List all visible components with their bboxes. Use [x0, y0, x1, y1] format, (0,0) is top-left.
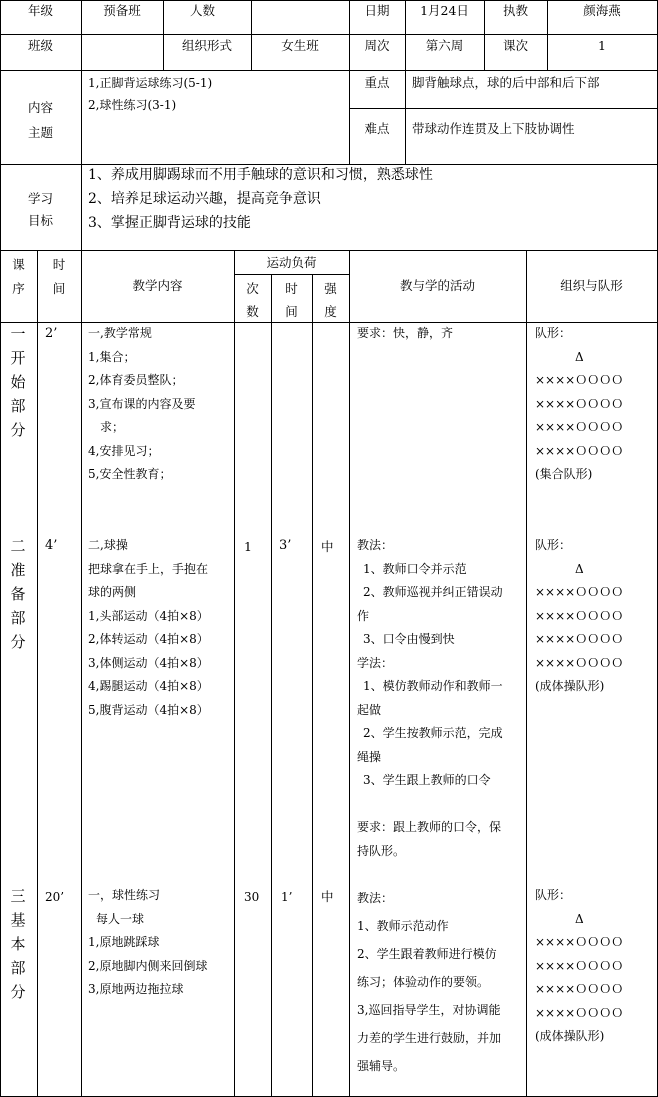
section-content: 一,教学常规 1,集合； 2,体育委员整队； 3,宣布课的内容及要 求； 4,安排见习； 5,安全性教育；: [88, 326, 196, 481]
col-seq-header: 课 序: [12, 257, 25, 296]
lesson-label: 课次: [502, 38, 528, 53]
teacher-value: 颜海燕: [583, 3, 621, 18]
org-label: 组织形式: [181, 38, 232, 53]
col-divider: [312, 274, 313, 1097]
lesson-value: 1: [598, 38, 606, 53]
section-formation: 队形： Δ ××××ＯＯＯＯ ××××ＯＯＯＯ ××××ＯＯＯＯ ××××ＯＯＯＯ (成体操队形): [535, 538, 624, 693]
row-divider: [350, 108, 658, 109]
row-divider: [0, 70, 658, 71]
row-divider: [234, 274, 349, 275]
col-divider: [234, 250, 235, 1097]
col-times-header: 次 数: [246, 281, 259, 319]
row-divider: [0, 34, 658, 35]
section-time: 2’: [45, 326, 58, 341]
col-intensity-header: 强 度: [324, 281, 337, 319]
col-load-header: 运动负荷: [266, 255, 317, 270]
section-activity: 教法： 1、教师口令并示范 2、教师巡视并纠正错误动 作 3、口令由慢到快 学法： 1、模仿教师动作和教师一 起做 2、学生按教师示范，完成 绳操 3、学生跟上教师的口令 要求：跟上教师的口令，保 持队形。: [357, 538, 503, 858]
goals-label: 学习 目标: [27, 191, 53, 228]
section-intensity: 中: [321, 539, 334, 554]
section-seq: 二准备部分: [10, 537, 26, 651]
teacher-marker: Δ: [575, 911, 584, 926]
week-label: 周次: [364, 38, 390, 53]
goal-item: 2、培养足球运动兴趣，提高竞争意识: [88, 191, 321, 207]
date-label: 日期: [364, 3, 390, 18]
col-formation-header: 组织与队形: [560, 278, 623, 293]
section-time: 4’: [45, 538, 58, 553]
section-duration: 1’: [281, 890, 293, 904]
class-label: 班级: [27, 38, 53, 53]
table-border-left: [0, 0, 1, 1097]
teacher-label: 执教: [502, 3, 528, 18]
section-times: 1: [244, 539, 252, 554]
section-content: 二,球操 把球拿在手上，手抱在 球的两侧 1,头部运动（4拍×8） 2,体转运动（4拍×8） 3,体侧运动（4拍×8） 4,踢腿运动（4拍×8） 5,腹背运动（4拍×8）: [88, 538, 209, 717]
col-divider: [271, 274, 272, 1097]
topic-item: 1,正脚背运球练习(5-1): [88, 76, 213, 90]
grade-value: 预备班: [103, 3, 141, 18]
goal-item: 3、掌握正脚背运球的技能: [88, 215, 251, 231]
section-duration: 3’: [279, 538, 292, 553]
key-label: 重点: [364, 75, 390, 90]
section-formation: 队形： Δ ××××ＯＯＯＯ ××××ＯＯＯＯ ××××ＯＯＯＯ ××××ＯＯＯＯ (成体操队形): [535, 888, 624, 1043]
section-times: 30: [244, 890, 260, 904]
col-divider: [37, 250, 38, 1097]
section-seq: 一开始部分: [10, 325, 26, 439]
week-value: 第六周: [425, 38, 464, 53]
col-content-header: 教学内容: [132, 278, 183, 293]
col-activity-header: 教与学的活动: [399, 278, 475, 293]
key-value: 脚背触球点，球的后中部和后下部: [412, 75, 600, 90]
col-divider: [81, 0, 82, 1097]
date-value: 1月24日: [420, 3, 469, 18]
grade-label: 年级: [27, 3, 53, 18]
section-formation: 队形： Δ ××××ＯＯＯＯ ××××ＯＯＯＯ ××××ＯＯＯＯ ××××ＯＯＯＯ (集合队形): [535, 326, 624, 481]
table-border-top: [0, 0, 658, 1]
difficulty-label: 难点: [364, 121, 390, 136]
teacher-marker: Δ: [575, 349, 584, 364]
org-value: 女生班: [281, 38, 319, 53]
row-divider: [0, 250, 658, 251]
count-label: 人数: [190, 3, 216, 18]
difficulty-value: 带球动作连贯及上下肢协调性: [412, 121, 575, 136]
topic-item: 2,球性练习(3-1): [88, 98, 177, 112]
goal-item: 1、养成用脚踢球而不用手触球的意识和习惯，熟悉球性: [88, 167, 433, 183]
section-activity: 教法： 1、教师示范动作 2、学生跟着教师进行模仿 练习；体验动作的要领。 3,巡回指导学生，对协调能 力差的学生进行鼓励，并加 强辅导。: [357, 891, 502, 1073]
col-time-header: 时 间: [52, 257, 66, 296]
col-divider: [349, 250, 350, 1097]
col-divider: [163, 0, 164, 70]
col-duration-header: 时 间: [285, 281, 298, 319]
topic-label: 内容 主题: [27, 100, 53, 140]
col-divider: [251, 0, 252, 70]
section-seq: 三基本部分: [10, 887, 26, 1001]
section-intensity: 中: [321, 889, 334, 904]
col-divider: [526, 250, 527, 1097]
section-time: 20’: [45, 890, 65, 904]
section-activity: 要求：快，静，齐: [357, 326, 454, 340]
section-content: 一，球性练习 每人一球 1,原地跳踩球 2,原地脚内侧来回倒球 3,原地两边拖拉球: [88, 888, 208, 996]
col-divider: [405, 0, 406, 164]
row-divider: [0, 164, 658, 165]
teacher-marker: Δ: [575, 561, 584, 576]
